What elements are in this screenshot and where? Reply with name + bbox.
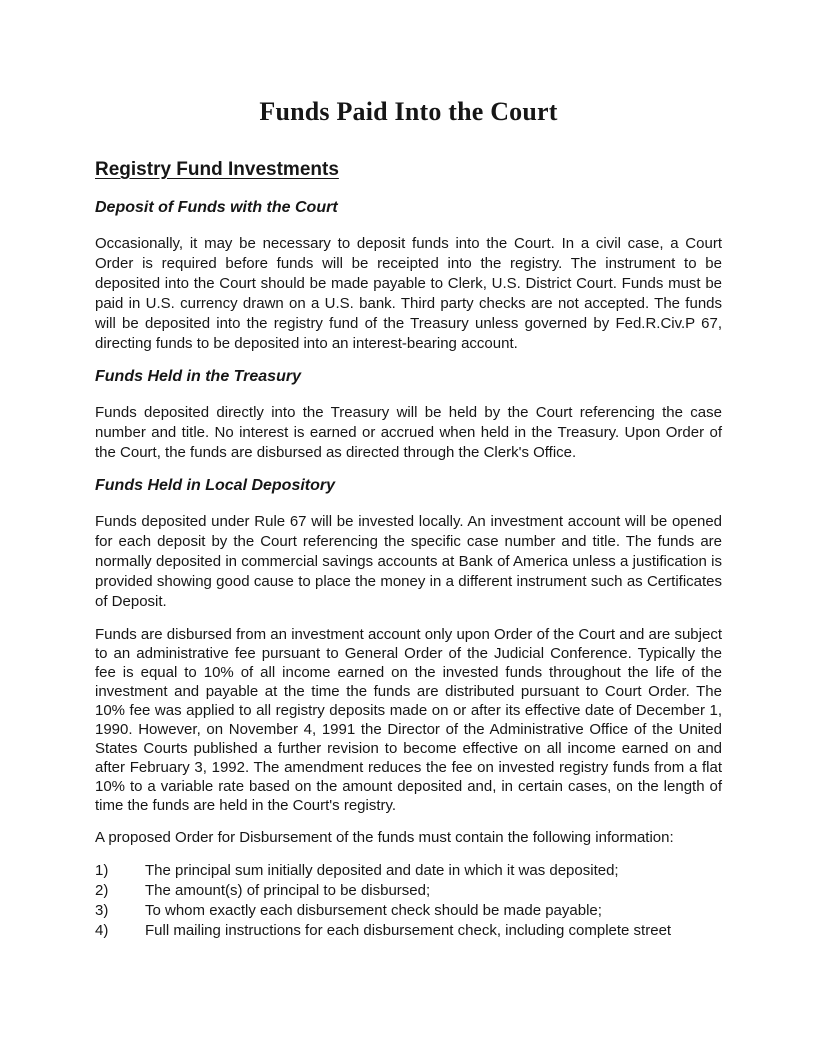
list-item-text: The amount(s) of principal to be disbursed;	[145, 882, 431, 899]
list-item-number: 2)	[95, 882, 109, 899]
paragraph-funds-held-in-treasury: Funds deposited directly into the Treasury will be held by the Court referencing the case number and title. No interest is earned or accrued when held in the Treasury. Upon Order of the Court, the funds are disbursed as directed through the Clerk's Office.	[95, 404, 722, 461]
paragraph-local-depository-investments: Funds deposited under Rule 67 will be invested locally. An investment account will be opened for each deposit by the Court referencing the specific case number and title. The funds are normally deposited in commercial savings accounts at Bank of America unless a justification is provided showing good cause to place the money in a different instrument such as Certificates of Deposit.	[95, 513, 722, 610]
list-item-number: 1)	[95, 862, 109, 879]
list-item-number: 3)	[95, 902, 109, 919]
list-item	[95, 861, 722, 881]
list-item-text: To whom exactly each disbursement check should be made payable;	[145, 902, 602, 919]
list-item	[95, 901, 722, 921]
document-title: Funds Paid Into the Court	[259, 97, 558, 126]
list-item	[95, 881, 722, 901]
disbursement-requirements-list	[95, 861, 722, 941]
list-item-text: Full mailing instructions for each disbursement check, including complete street	[145, 922, 672, 939]
paragraph-disbursement-order-intro: A proposed Order for Disbursement of the funds must contain the following information:	[95, 829, 674, 846]
section-heading-registry-fund-investments: Registry Fund Investments	[95, 159, 339, 180]
list-item-number: 4)	[95, 922, 109, 939]
subsection-heading-deposit-of-funds: Deposit of Funds with the Court	[95, 199, 338, 216]
list-item-text: The principal sum initially deposited and date in which it was deposited;	[145, 862, 619, 879]
paragraph-deposit-of-funds: Occasionally, it may be necessary to deposit funds into the Court. In a civil case, a Court Order is required before funds will be receipted into the registry. The instrument to be deposited into the Court should be made payable to Clerk, U.S. District Court. Funds must be paid in U.S. currency drawn on a U.S. bank. Third party checks are not accepted. The funds will be deposited into the registry fund of the Treasury unless governed by Fed.R.Civ.P 67, directing funds to be deposited into an interest-bearing account.	[95, 235, 722, 352]
subsection-heading-funds-held-in-local-depository: Funds Held in Local Depository	[95, 477, 336, 494]
list-item	[95, 921, 722, 941]
subsection-heading-funds-held-in-treasury: Funds Held in the Treasury	[95, 368, 301, 385]
paragraph-local-depository-fees: Funds are disbursed from an investment account only upon Order of the Court and are subject to an administrative fee pursuant to General Order of the Judicial Conference. Typically the fee is equal to 10% of all income earned on the invested funds throughout the life of the investment and payable at the time the funds are distributed pursuant to Court Order. The 10% fee was applied to all registry deposits made on or after its effective date of December 1, 1990. However, on November 4, 1991 the Director of the Administrative Office of the United States Courts published a further revision to become effective on all income earned on and after February 3, 1992. The amendment reduces the fee on invested registry funds from a flat 10% to a variable rate based on the amount deposited and, in certain cases, on the length of time the funds are held in the Court's registry.	[95, 626, 722, 814]
